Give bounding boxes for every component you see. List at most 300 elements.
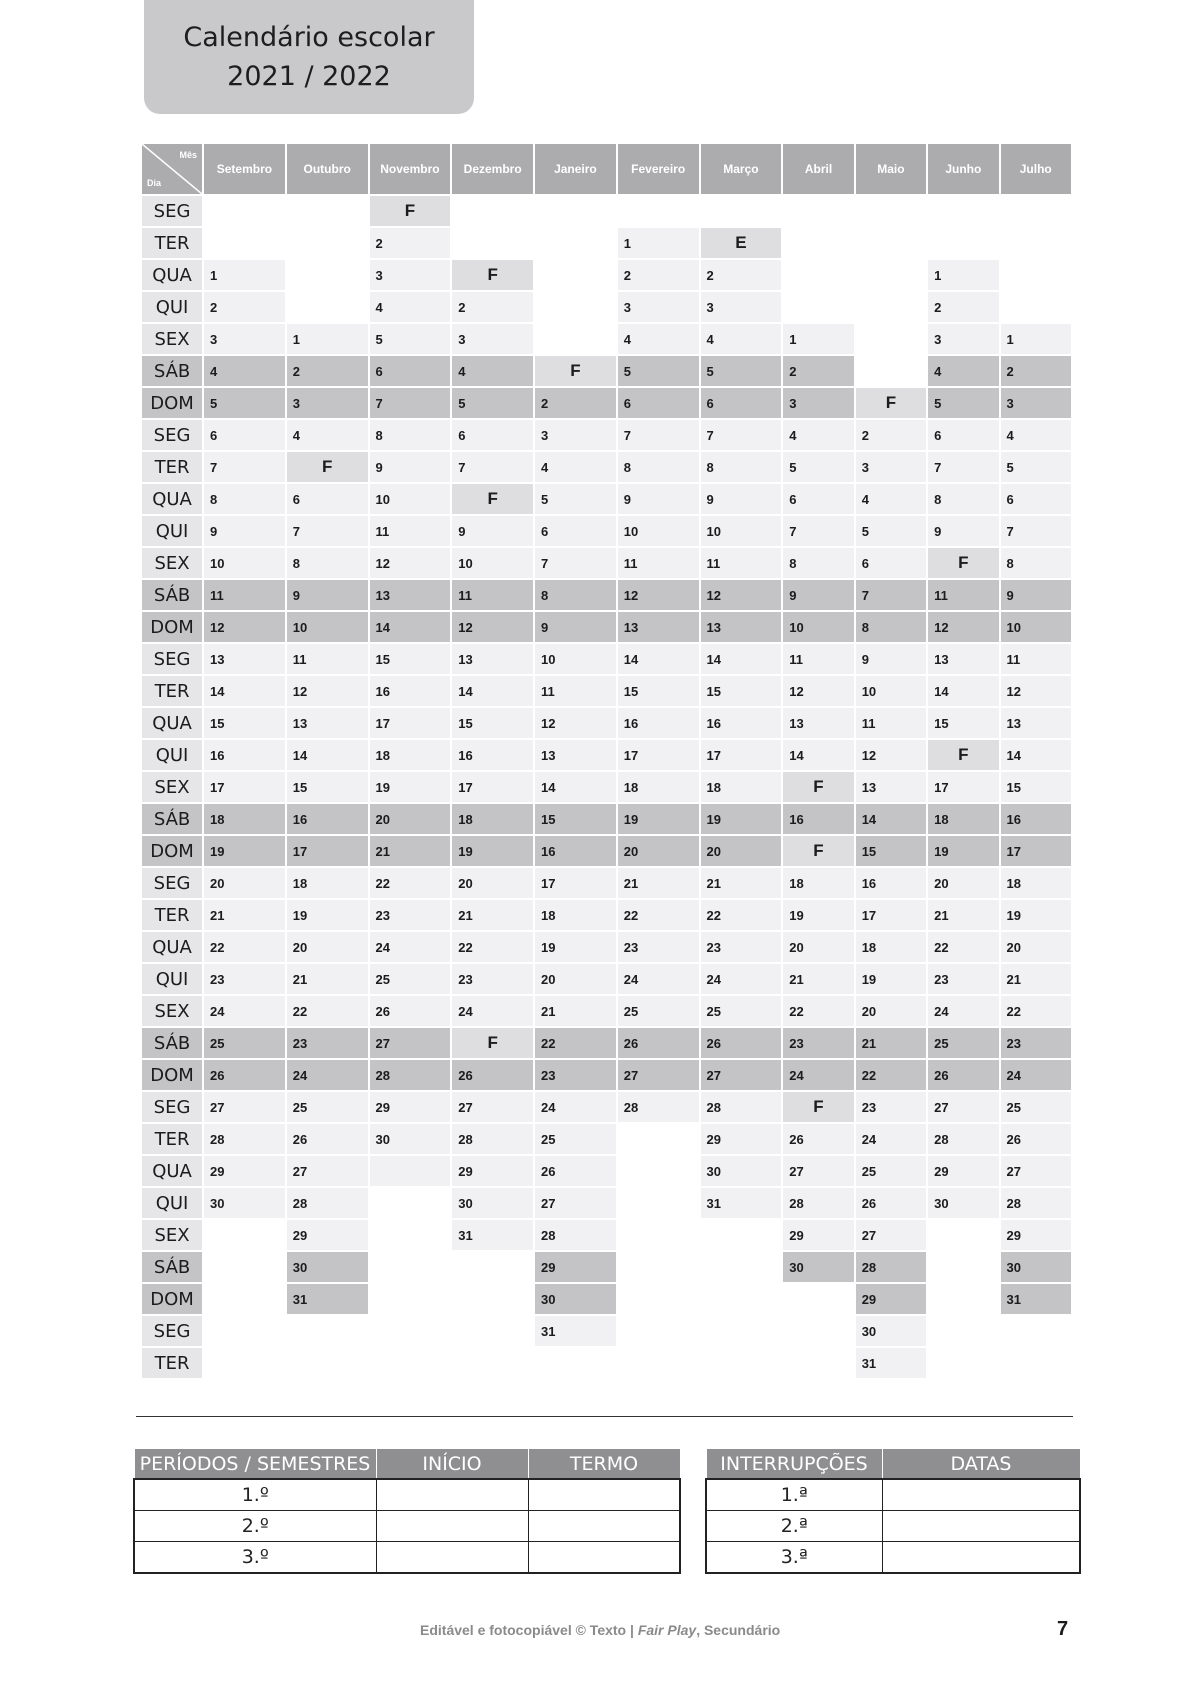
day-cell: 21 <box>370 836 451 866</box>
empty-cell <box>370 1316 451 1346</box>
day-cell: 8 <box>618 452 699 482</box>
day-cell: 23 <box>1001 1028 1071 1058</box>
empty-cell <box>452 1348 533 1378</box>
empty-cell <box>535 1348 616 1378</box>
holiday-cell: F <box>452 1028 533 1058</box>
day-cell: 7 <box>856 580 926 610</box>
calendar-row <box>142 292 1071 322</box>
day-cell: 15 <box>856 836 926 866</box>
day-cell: 10 <box>783 612 853 642</box>
month-axis-label: Mês <box>179 150 198 160</box>
day-cell: 9 <box>452 516 533 546</box>
day-cell: 28 <box>928 1124 998 1154</box>
weekday-label: QUA <box>142 1156 202 1186</box>
day-cell: 30 <box>701 1156 782 1186</box>
weekday-label: SEG <box>142 868 202 898</box>
day-cell: 16 <box>535 836 616 866</box>
day-cell: 11 <box>928 580 998 610</box>
day-cell: 17 <box>1001 836 1071 866</box>
day-cell: 9 <box>370 452 451 482</box>
day-cell: 29 <box>701 1124 782 1154</box>
day-cell: 21 <box>287 964 368 994</box>
day-cell: 10 <box>535 644 616 674</box>
day-cell: 21 <box>701 868 782 898</box>
day-cell: 3 <box>535 420 616 450</box>
day-cell: 12 <box>452 612 533 642</box>
day-cell: 10 <box>452 548 533 578</box>
title-line-1: Calendário escolar <box>183 22 435 53</box>
day-cell: 1 <box>928 260 998 290</box>
day-cell: 16 <box>370 676 451 706</box>
day-cell: 26 <box>204 1060 285 1090</box>
interruption-label: 3.ª <box>706 1542 882 1574</box>
empty-cell <box>701 1284 782 1314</box>
empty-cell <box>1001 1316 1071 1346</box>
day-cell: 23 <box>928 964 998 994</box>
day-cell: 6 <box>928 420 998 450</box>
day-cell: 9 <box>1001 580 1071 610</box>
day-cell: 26 <box>618 1028 699 1058</box>
day-cell: 23 <box>287 1028 368 1058</box>
day-cell: 23 <box>856 1092 926 1122</box>
calendar-row <box>142 1156 1071 1186</box>
day-cell: 18 <box>618 772 699 802</box>
day-cell: 1 <box>618 228 699 258</box>
day-cell: 30 <box>452 1188 533 1218</box>
day-cell: 4 <box>856 484 926 514</box>
calendar-row <box>142 324 1071 354</box>
day-cell: 21 <box>856 1028 926 1058</box>
empty-cell <box>783 1284 853 1314</box>
empty-cell <box>370 1156 451 1186</box>
day-cell: 16 <box>783 804 853 834</box>
day-cell: 7 <box>452 452 533 482</box>
calendar-row <box>142 708 1071 738</box>
day-cell: 24 <box>452 996 533 1026</box>
day-cell: 4 <box>928 356 998 386</box>
empty-cell <box>1001 292 1071 322</box>
day-cell: 22 <box>452 932 533 962</box>
day-cell: 13 <box>928 644 998 674</box>
day-cell: 10 <box>701 516 782 546</box>
interruption-row <box>706 1542 1080 1574</box>
day-cell: 10 <box>370 484 451 514</box>
day-cell: 15 <box>928 708 998 738</box>
day-cell: 22 <box>204 932 285 962</box>
day-cell: 17 <box>204 772 285 802</box>
day-cell: 17 <box>287 836 368 866</box>
weekday-label: QUI <box>142 1188 202 1218</box>
calendar-row <box>142 1060 1071 1090</box>
day-cell: 20 <box>452 868 533 898</box>
calendar-row <box>142 1188 1071 1218</box>
period-start-cell[interactable] <box>376 1479 528 1511</box>
day-cell: 4 <box>1001 420 1071 450</box>
empty-cell <box>452 1284 533 1314</box>
period-label: 2.º <box>134 1511 376 1542</box>
empty-cell <box>204 1220 285 1250</box>
day-cell: 27 <box>535 1188 616 1218</box>
interruption-label: 2.ª <box>706 1511 882 1542</box>
empty-cell <box>204 228 285 258</box>
day-cell: 9 <box>287 580 368 610</box>
day-cell: 11 <box>1001 644 1071 674</box>
calendar-row <box>142 484 1071 514</box>
day-cell: 21 <box>204 900 285 930</box>
day-cell: 24 <box>928 996 998 1026</box>
day-cell: 11 <box>287 644 368 674</box>
day-cell: 23 <box>618 932 699 962</box>
empty-cell <box>928 1316 998 1346</box>
calendar-row <box>142 964 1071 994</box>
day-cell: 24 <box>783 1060 853 1090</box>
day-cell: 9 <box>701 484 782 514</box>
calendar-row <box>142 676 1071 706</box>
day-cell: 12 <box>928 612 998 642</box>
day-cell: 10 <box>618 516 699 546</box>
empty-cell <box>928 1252 998 1282</box>
period-end-cell[interactable] <box>528 1542 680 1574</box>
interruption-dates-cell[interactable] <box>882 1542 1080 1574</box>
day-cell: 30 <box>928 1188 998 1218</box>
day-cell: 15 <box>370 644 451 674</box>
empty-cell <box>287 260 368 290</box>
day-cell: 25 <box>535 1124 616 1154</box>
footer-text: Editável e fotocopiável © Texto | <box>420 1622 638 1638</box>
empty-cell <box>370 1220 451 1250</box>
day-cell: 31 <box>287 1284 368 1314</box>
day-cell: 16 <box>701 708 782 738</box>
day-cell: 3 <box>856 452 926 482</box>
weekday-label: SEX <box>142 772 202 802</box>
period-end-cell[interactable] <box>528 1479 680 1511</box>
month-header: Setembro <box>204 144 285 194</box>
empty-cell <box>701 196 782 226</box>
interruptions-header: INTERRUPÇÕES <box>706 1449 882 1480</box>
empty-cell <box>783 1316 853 1346</box>
day-cell: 13 <box>287 708 368 738</box>
day-cell: 2 <box>701 260 782 290</box>
day-cell: 18 <box>701 772 782 802</box>
day-cell: 9 <box>204 516 285 546</box>
day-cell: 25 <box>618 996 699 1026</box>
day-cell: 22 <box>287 996 368 1026</box>
day-cell: 19 <box>783 900 853 930</box>
empty-cell <box>452 228 533 258</box>
day-cell: 24 <box>618 964 699 994</box>
day-cell: 8 <box>204 484 285 514</box>
calendar-row <box>142 228 1071 258</box>
weekday-label: QUA <box>142 708 202 738</box>
calendar-row <box>142 452 1071 482</box>
weekday-label: QUA <box>142 932 202 962</box>
empty-cell <box>204 1252 285 1282</box>
day-cell: 9 <box>783 580 853 610</box>
day-cell: 24 <box>370 932 451 962</box>
day-cell: 22 <box>856 1060 926 1090</box>
day-cell: 12 <box>370 548 451 578</box>
empty-cell <box>1001 1348 1071 1378</box>
day-cell: 27 <box>783 1156 853 1186</box>
day-cell: 26 <box>287 1124 368 1154</box>
day-cell: 3 <box>618 292 699 322</box>
day-cell: 16 <box>1001 804 1071 834</box>
calendar-row <box>142 196 1071 226</box>
empty-cell <box>701 1252 782 1282</box>
day-cell: 22 <box>370 868 451 898</box>
calendar-row <box>142 612 1071 642</box>
day-cell: 26 <box>856 1188 926 1218</box>
day-cell: 17 <box>856 900 926 930</box>
interruption-row <box>706 1479 1080 1511</box>
day-cell: 19 <box>535 932 616 962</box>
day-cell: 27 <box>204 1092 285 1122</box>
holiday-cell: F <box>928 740 998 770</box>
day-cell: 2 <box>783 356 853 386</box>
day-cell: 17 <box>535 868 616 898</box>
day-cell: 15 <box>701 676 782 706</box>
day-cell: 17 <box>701 740 782 770</box>
day-cell: 26 <box>452 1060 533 1090</box>
day-cell: 26 <box>535 1156 616 1186</box>
day-cell: 2 <box>370 228 451 258</box>
day-cell: 26 <box>783 1124 853 1154</box>
day-cell: 13 <box>856 772 926 802</box>
day-cell: 29 <box>370 1092 451 1122</box>
day-cell: 12 <box>1001 676 1071 706</box>
interruption-dates-cell[interactable] <box>882 1511 1080 1542</box>
day-cell: 2 <box>856 420 926 450</box>
month-header: Maio <box>856 144 926 194</box>
day-cell: 16 <box>618 708 699 738</box>
day-cell: 20 <box>204 868 285 898</box>
month-header: Novembro <box>370 144 451 194</box>
holiday-cell: F <box>535 356 616 386</box>
weekday-label: SEG <box>142 196 202 226</box>
day-cell: 1 <box>1001 324 1071 354</box>
day-cell: 11 <box>535 676 616 706</box>
day-cell: 19 <box>1001 900 1071 930</box>
empty-cell <box>370 1188 451 1218</box>
footer-level: , Secundário <box>696 1622 781 1638</box>
day-cell: 13 <box>618 612 699 642</box>
day-cell: 21 <box>452 900 533 930</box>
day-cell: 8 <box>287 548 368 578</box>
day-cell: 10 <box>204 548 285 578</box>
day-cell: 17 <box>618 740 699 770</box>
day-cell: 29 <box>856 1284 926 1314</box>
school-calendar-table <box>140 142 1073 1380</box>
weekday-label: SÁB <box>142 804 202 834</box>
period-label: 3.º <box>134 1542 376 1574</box>
day-cell: 15 <box>1001 772 1071 802</box>
calendar-row <box>142 804 1071 834</box>
day-cell: 21 <box>535 996 616 1026</box>
day-cell: 10 <box>1001 612 1071 642</box>
day-cell: 2 <box>1001 356 1071 386</box>
day-cell: 21 <box>618 868 699 898</box>
day-cell: 5 <box>370 324 451 354</box>
day-cell: 19 <box>452 836 533 866</box>
day-cell: 3 <box>928 324 998 354</box>
weekday-label: DOM <box>142 388 202 418</box>
calendar-row <box>142 580 1071 610</box>
day-cell: 5 <box>452 388 533 418</box>
day-cell: 24 <box>856 1124 926 1154</box>
day-cell: 3 <box>1001 388 1071 418</box>
day-cell: 17 <box>452 772 533 802</box>
day-cell: 22 <box>618 900 699 930</box>
day-cell: 1 <box>783 324 853 354</box>
day-cell: 26 <box>1001 1124 1071 1154</box>
day-cell: 22 <box>701 900 782 930</box>
day-cell: 11 <box>452 580 533 610</box>
weekday-label: TER <box>142 228 202 258</box>
day-cell: 29 <box>204 1156 285 1186</box>
day-cell: 4 <box>287 420 368 450</box>
month-header: Dezembro <box>452 144 533 194</box>
calendar-row <box>142 996 1071 1026</box>
calendar-row <box>142 548 1071 578</box>
holiday-cell: E <box>701 228 782 258</box>
day-cell: 16 <box>287 804 368 834</box>
page-number: 7 <box>1057 1618 1069 1640</box>
day-cell: 25 <box>701 996 782 1026</box>
day-cell: 6 <box>856 548 926 578</box>
day-cell: 2 <box>204 292 285 322</box>
calendar-row <box>142 644 1071 674</box>
day-cell: 5 <box>618 356 699 386</box>
day-cell: 18 <box>928 804 998 834</box>
day-cell: 20 <box>1001 932 1071 962</box>
day-cell: 30 <box>783 1252 853 1282</box>
day-cell: 14 <box>618 644 699 674</box>
day-cell: 26 <box>370 996 451 1026</box>
empty-cell <box>204 1284 285 1314</box>
day-cell: 23 <box>204 964 285 994</box>
empty-cell <box>856 196 926 226</box>
weekday-label: SEX <box>142 1220 202 1250</box>
empty-cell <box>452 196 533 226</box>
day-cell: 5 <box>928 388 998 418</box>
calendar-row <box>142 516 1071 546</box>
weekday-label: TER <box>142 1124 202 1154</box>
day-cell: 6 <box>452 420 533 450</box>
holiday-cell: F <box>783 772 853 802</box>
day-cell: 3 <box>783 388 853 418</box>
empty-cell <box>535 196 616 226</box>
period-start-cell[interactable] <box>376 1511 528 1542</box>
empty-cell <box>370 1284 451 1314</box>
day-cell: 2 <box>618 260 699 290</box>
weekday-label: QUI <box>142 964 202 994</box>
day-cell: 14 <box>535 772 616 802</box>
day-cell: 27 <box>856 1220 926 1250</box>
day-cell: 15 <box>452 708 533 738</box>
day-cell: 11 <box>856 708 926 738</box>
day-cell: 5 <box>701 356 782 386</box>
corner-header <box>142 144 202 194</box>
period-end-cell[interactable] <box>528 1511 680 1542</box>
calendar-row <box>142 356 1071 386</box>
period-label: 1.º <box>134 1479 376 1511</box>
day-cell: 11 <box>701 548 782 578</box>
weekday-label: SÁB <box>142 1252 202 1282</box>
day-cell: 6 <box>1001 484 1071 514</box>
empty-cell <box>856 228 926 258</box>
day-cell: 6 <box>287 484 368 514</box>
weekday-label: DOM <box>142 836 202 866</box>
holiday-cell: F <box>928 548 998 578</box>
empty-cell <box>1001 260 1071 290</box>
weekday-label: TER <box>142 452 202 482</box>
separator-line <box>136 1416 1073 1417</box>
day-cell: 28 <box>535 1220 616 1250</box>
interruptions-table <box>705 1448 1081 1574</box>
holiday-cell: F <box>452 484 533 514</box>
day-cell: 14 <box>856 804 926 834</box>
empty-cell <box>783 196 853 226</box>
empty-cell <box>618 1284 699 1314</box>
day-cell: 19 <box>701 804 782 834</box>
calendar-row <box>142 1348 1071 1378</box>
calendar-row <box>142 1124 1071 1154</box>
day-cell: 18 <box>204 804 285 834</box>
calendar-row <box>142 836 1071 866</box>
interruption-dates-cell[interactable] <box>882 1479 1080 1511</box>
day-cell: 28 <box>783 1188 853 1218</box>
day-cell: 2 <box>535 388 616 418</box>
holiday-cell: F <box>783 1092 853 1122</box>
day-cell: 24 <box>1001 1060 1071 1090</box>
day-cell: 7 <box>370 388 451 418</box>
empty-cell <box>618 1188 699 1218</box>
day-cell: 4 <box>535 452 616 482</box>
day-cell: 9 <box>535 612 616 642</box>
calendar-title-box <box>144 0 474 114</box>
day-cell: 5 <box>783 452 853 482</box>
day-cell: 4 <box>618 324 699 354</box>
weekday-label: DOM <box>142 612 202 642</box>
empty-cell <box>701 1220 782 1250</box>
empty-cell <box>287 228 368 258</box>
day-cell: 27 <box>452 1092 533 1122</box>
day-cell: 5 <box>1001 452 1071 482</box>
day-cell: 11 <box>204 580 285 610</box>
day-cell: 18 <box>856 932 926 962</box>
empty-cell <box>204 1348 285 1378</box>
day-cell: 24 <box>535 1092 616 1122</box>
day-cell: 24 <box>287 1060 368 1090</box>
dates-header: DATAS <box>882 1449 1080 1480</box>
weekday-label: SEG <box>142 1316 202 1346</box>
title-line-2: 2021 / 2022 <box>227 61 391 92</box>
calendar-row <box>142 1316 1071 1346</box>
calendar-row <box>142 1092 1071 1122</box>
empty-cell <box>928 1220 998 1250</box>
weekday-label: DOM <box>142 1060 202 1090</box>
period-start-cell[interactable] <box>376 1542 528 1574</box>
day-cell: 23 <box>535 1060 616 1090</box>
holiday-cell: F <box>287 452 368 482</box>
month-header: Fevereiro <box>618 144 699 194</box>
empty-cell <box>618 1124 699 1154</box>
day-cell: 5 <box>856 516 926 546</box>
day-cell: 6 <box>618 388 699 418</box>
day-cell: 4 <box>452 356 533 386</box>
day-cell: 6 <box>783 484 853 514</box>
day-cell: 2 <box>452 292 533 322</box>
